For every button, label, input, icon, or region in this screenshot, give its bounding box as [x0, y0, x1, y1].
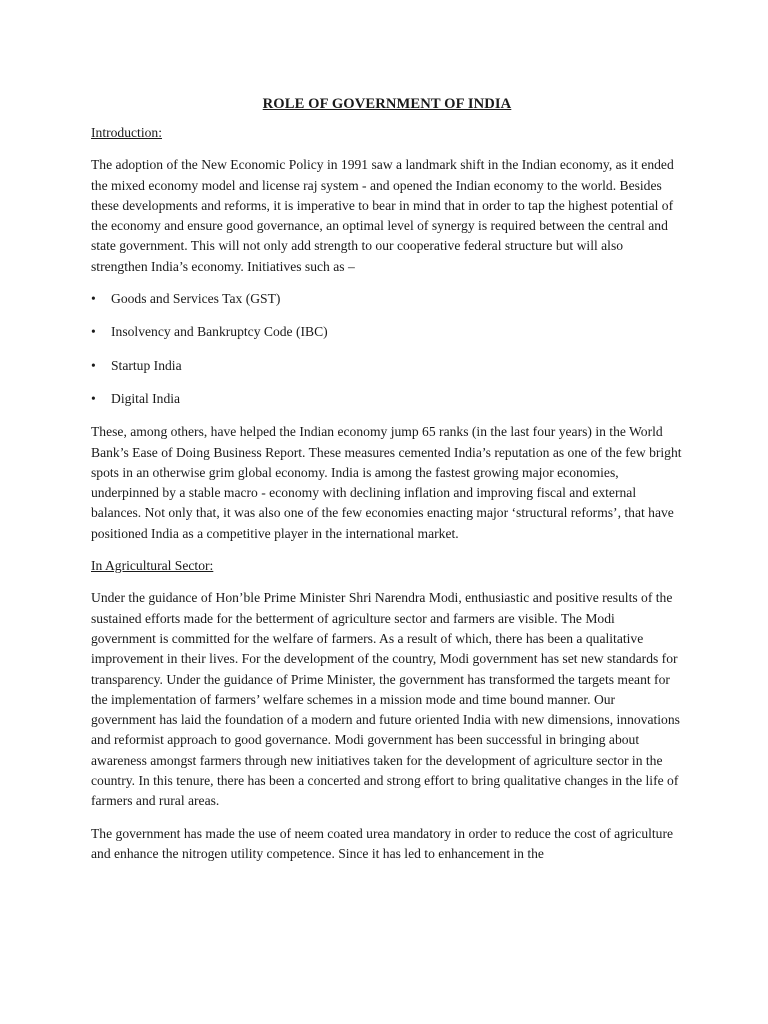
- bullet-icon: •: [91, 324, 96, 340]
- list-item-label: Startup India: [111, 357, 182, 373]
- list-item: [91, 389, 683, 409]
- document-body: [91, 94, 683, 876]
- bullet-icon: •: [91, 291, 96, 307]
- list-item-label: Digital India: [111, 390, 181, 406]
- list-item: [91, 356, 683, 376]
- bullet-icon: •: [91, 390, 96, 406]
- list-item: [91, 322, 683, 342]
- initiatives-list: [91, 289, 683, 409]
- list-item-label: Goods and Services Tax (GST): [111, 291, 281, 307]
- list-item-label: Insolvency and Bankruptcy Code (IBC): [111, 324, 328, 340]
- document-title: ROLE OF GOVERNMENT OF INDIA: [262, 96, 512, 112]
- agriculture-paragraph-2: The government has made the use of neem coated urea mandatory in order to reduce the cost of agriculture and enhance the nitrogen utility competence. Since it has led to enhancement in the: [91, 825, 674, 861]
- agriculture-heading: In Agricultural Sector:: [91, 558, 214, 574]
- bullet-icon: •: [91, 357, 96, 373]
- introduction-heading: Introduction:: [91, 125, 162, 140]
- agriculture-paragraph-1: Under the guidance of Hon’ble Prime Minister Shri Narendra Modi, enthusiastic and positive results of the sustained efforts made for the betterment of agriculture sector and farmers are visible. The Modi government is committed for the welfare of farmers. As a result of which, there has been a qualitative improvement in their lives. For the development of the country, Modi government has set new standards for transparency. Under the guidance of Prime Minister, the government has transformed the targets meant for the implementation of farmers’ welfare schemes in a mission mode and time bound manner. Our government has laid the foundation of a modern and future oriented India with new dimensions, innovations and reformist approach to good governance. Modi government has been successful in bringing about awareness amongst farmers through new initiatives taken for the development of agriculture sector in the country. In this tenure, there has been a concerted and strong effort to bring qualitative changes in the life of farmers and rural areas.: [91, 590, 680, 809]
- list-item: [91, 289, 683, 309]
- results-paragraph: These, among others, have helped the Indian economy jump 65 ranks (in the last four years) in the World Bank’s Ease of Doing Business Report. These measures cemented India’s reputation as one of the few bright spots in an otherwise grim global economy. India is among the fastest growing major economies, underpinned by a stable macro - economy with declining inflation and improving fiscal and external balances. Not only that, it was also one of the few economies enacting major ‘structural reforms’, that have positioned India as a competitive player in the international market.: [91, 424, 682, 541]
- intro-paragraph: The adoption of the New Economic Policy in 1991 saw a landmark shift in the Indian economy, as it ended the mixed economy model and license raj system - and opened the Indian economy to the world. Besides these developments and reforms, it is imperative to bear in mind that in order to tap the highest potential of the economy and ensure good governance, an optimal level of synergy is required between the central and state government. This will not only add strength to our cooperative federal structure but will also strengthen India’s economy. Initiatives such as –: [91, 157, 674, 274]
